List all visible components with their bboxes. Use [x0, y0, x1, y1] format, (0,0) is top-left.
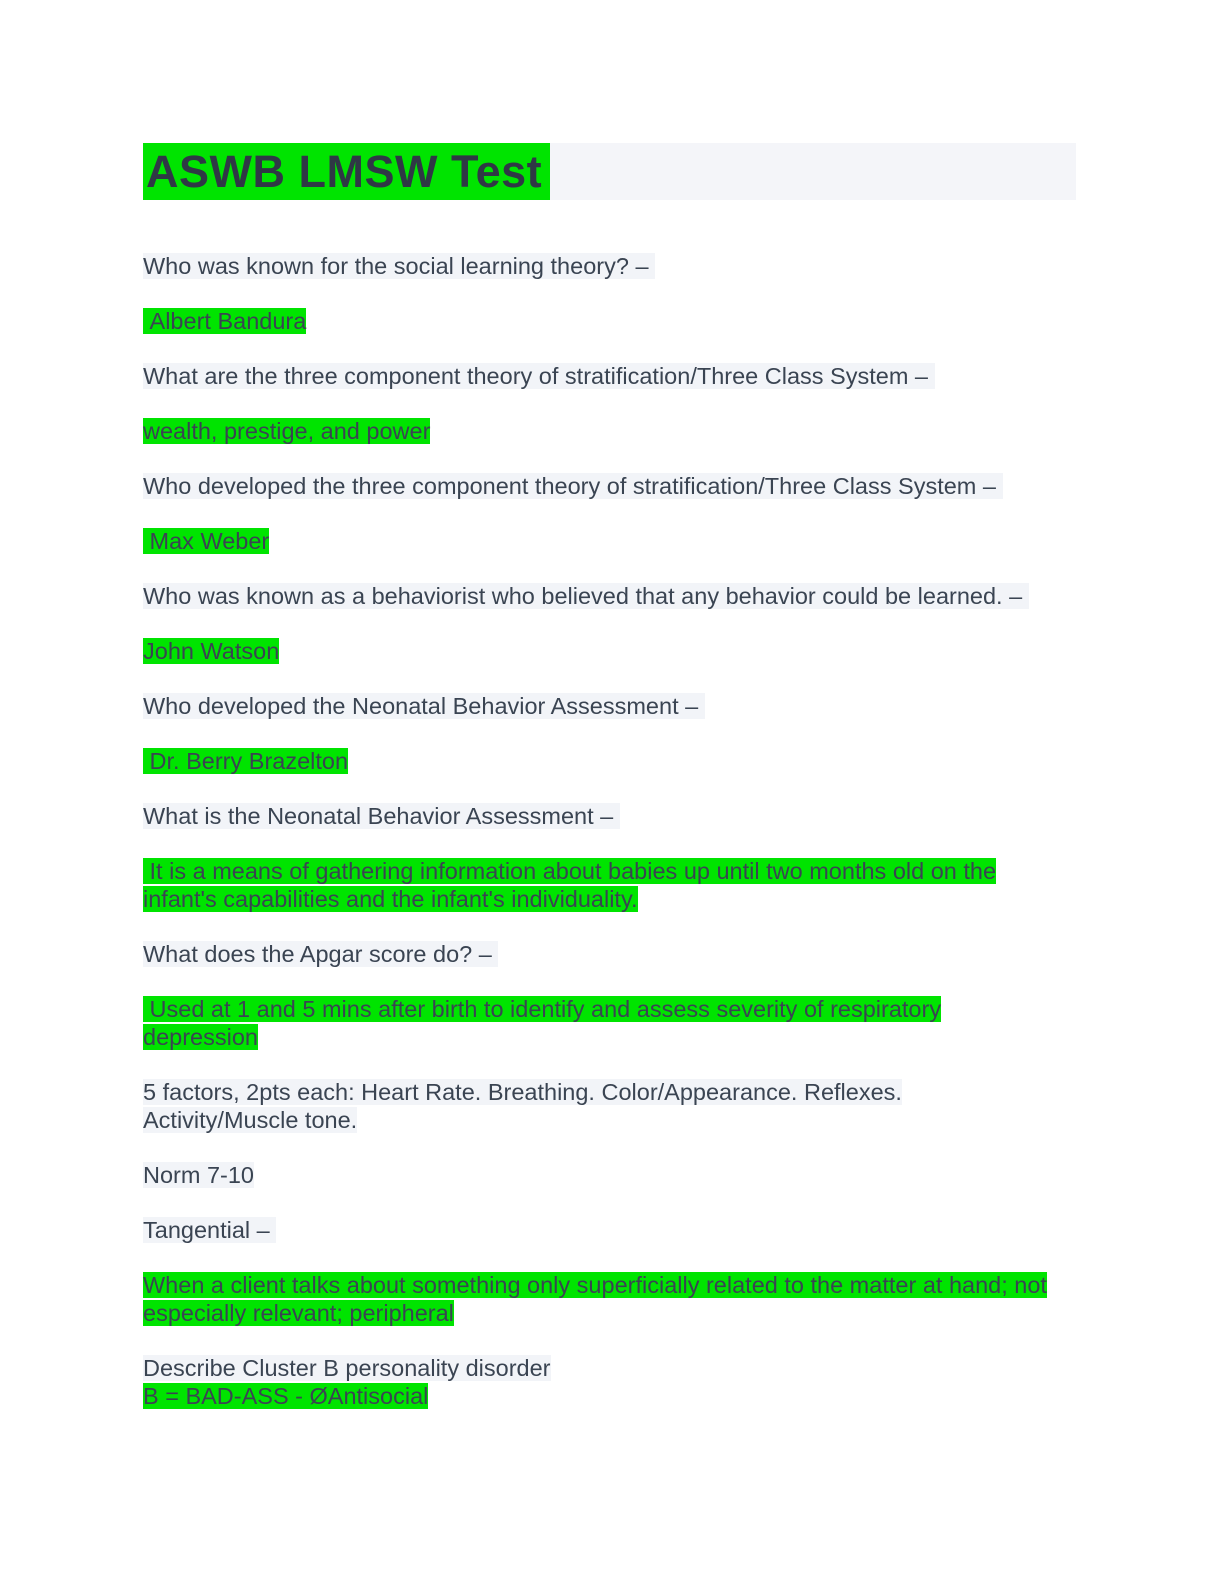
green-highlighted-text: It is a means of gathering information about babies up until two months old on the — [143, 858, 997, 884]
green-highlighted-text: Used at 1 and 5 mins after birth to identify and assess severity of respiratory — [143, 996, 942, 1022]
answer-line — [143, 885, 1076, 913]
answer-line — [143, 637, 1076, 665]
green-highlighted-text: Dr. Berry Brazelton — [143, 748, 349, 774]
question-line — [143, 802, 1076, 830]
content-blocks — [143, 252, 1076, 1410]
answer-line — [143, 747, 1076, 775]
answer-line — [143, 1023, 1076, 1051]
answer-line — [143, 1382, 1076, 1410]
question-text — [143, 472, 1076, 500]
green-highlighted-text: infant's capabilities and the infant's individuality. — [143, 886, 638, 912]
green-highlighted-text: especially relevant; peripheral — [143, 1300, 454, 1326]
question-line — [143, 940, 1076, 968]
answer-line — [143, 527, 1076, 555]
question-text — [143, 692, 1076, 720]
green-highlighted-text: B = BAD-ASS - ØAntisocial — [143, 1383, 429, 1409]
question-line — [143, 1354, 1076, 1382]
gray-highlighted-text: Activity/Muscle tone. — [143, 1107, 358, 1133]
answer-line — [143, 1299, 1076, 1327]
answer-text — [143, 417, 1076, 445]
answer-text — [143, 1271, 1076, 1327]
answer-text — [143, 527, 1076, 555]
page-title — [143, 143, 1076, 200]
question-text — [143, 802, 1076, 830]
question-text — [143, 1216, 1076, 1244]
answer-text — [143, 747, 1076, 775]
answer-line — [143, 1271, 1076, 1299]
note-text — [143, 1078, 1076, 1134]
gray-highlighted-text: Who developed the three component theory of stratification/Three Class System – — [143, 473, 1003, 499]
answer-line — [143, 417, 1076, 445]
gray-highlighted-text: Describe Cluster B personality disorder — [143, 1355, 551, 1381]
question-text — [143, 252, 1076, 280]
note-line — [143, 1161, 1076, 1189]
note-text — [143, 1161, 1076, 1189]
green-highlighted-text: wealth, prestige, and power — [143, 418, 431, 444]
gray-highlighted-text: Who developed the Neonatal Behavior Assessment – — [143, 693, 705, 719]
gray-highlighted-text: Who was known as a behaviorist who believed that any behavior could be learned. – — [143, 583, 1029, 609]
gray-highlighted-text: Norm 7-10 — [143, 1162, 255, 1188]
answer-line — [143, 857, 1076, 885]
green-highlighted-text: When a client talks about something only superficially related to the matter at hand; not — [143, 1272, 1047, 1298]
note-line — [143, 1078, 1076, 1106]
question-text — [143, 940, 1076, 968]
gray-highlighted-text: What are the three component theory of stratification/Three Class System – — [143, 363, 935, 389]
gray-highlighted-text: 5 factors, 2pts each: Heart Rate. Breathing. Color/Appearance. Reflexes. — [143, 1079, 902, 1105]
gray-highlighted-text: What does the Apgar score do? – — [143, 941, 499, 967]
note-line — [143, 1106, 1076, 1134]
question-line — [143, 1216, 1076, 1244]
green-highlighted-text: depression — [143, 1024, 258, 1050]
answer-text — [143, 307, 1076, 335]
answer-text — [143, 637, 1076, 665]
question-text — [143, 582, 1076, 610]
answer-line — [143, 307, 1076, 335]
question-line — [143, 582, 1076, 610]
question-text — [143, 1354, 1076, 1382]
question-line — [143, 362, 1076, 390]
answer-text — [143, 857, 1076, 913]
question-line — [143, 472, 1076, 500]
green-highlighted-text: John Watson — [143, 638, 280, 664]
gray-highlighted-text: Tangential – — [143, 1217, 277, 1243]
gray-highlighted-text: What is the Neonatal Behavior Assessment – — [143, 803, 620, 829]
green-highlighted-text: Albert Bandura — [143, 308, 307, 334]
answer-text — [143, 995, 1076, 1051]
answer-line — [143, 995, 1076, 1023]
question-line — [143, 252, 1076, 280]
green-highlighted-text: Max Weber — [143, 528, 270, 554]
answer-text — [143, 1382, 1076, 1410]
page-title-highlight: ASWB LMSW Test — [143, 143, 550, 200]
question-line — [143, 692, 1076, 720]
gray-highlighted-text: Who was known for the social learning theory? – — [143, 253, 656, 279]
question-text — [143, 362, 1076, 390]
